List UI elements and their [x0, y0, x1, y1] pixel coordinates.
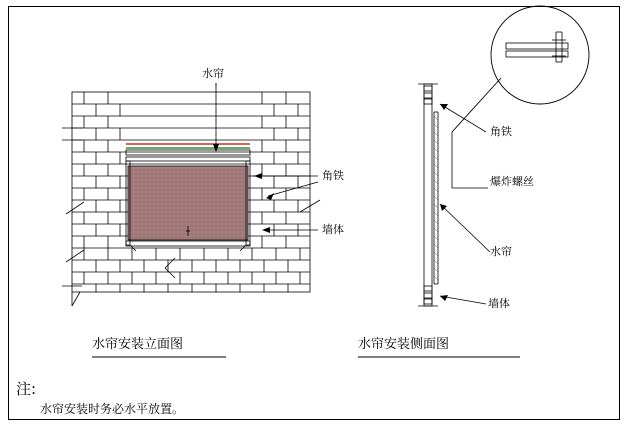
label-water-curtain-side: 水帘: [490, 245, 512, 258]
label-expansion-bolt-side: 爆炸螺丝: [490, 175, 534, 188]
label-wall-body-elevation: 墙体: [322, 223, 344, 236]
note-heading: 注:: [16, 380, 37, 398]
label-angle-iron-elevation: 角铁: [322, 169, 344, 182]
title-side-view: 水帘安装侧面图: [358, 337, 450, 352]
label-water-curtain-elevation: 水帘: [202, 67, 224, 80]
label-angle-iron-side: 角铁: [490, 125, 512, 138]
label-wall-body-side: 墙体: [488, 297, 510, 310]
note-body: 水帘安装时务必水平放置。: [40, 402, 185, 416]
title-elevation-view: 水帘安装立面图: [92, 337, 184, 352]
